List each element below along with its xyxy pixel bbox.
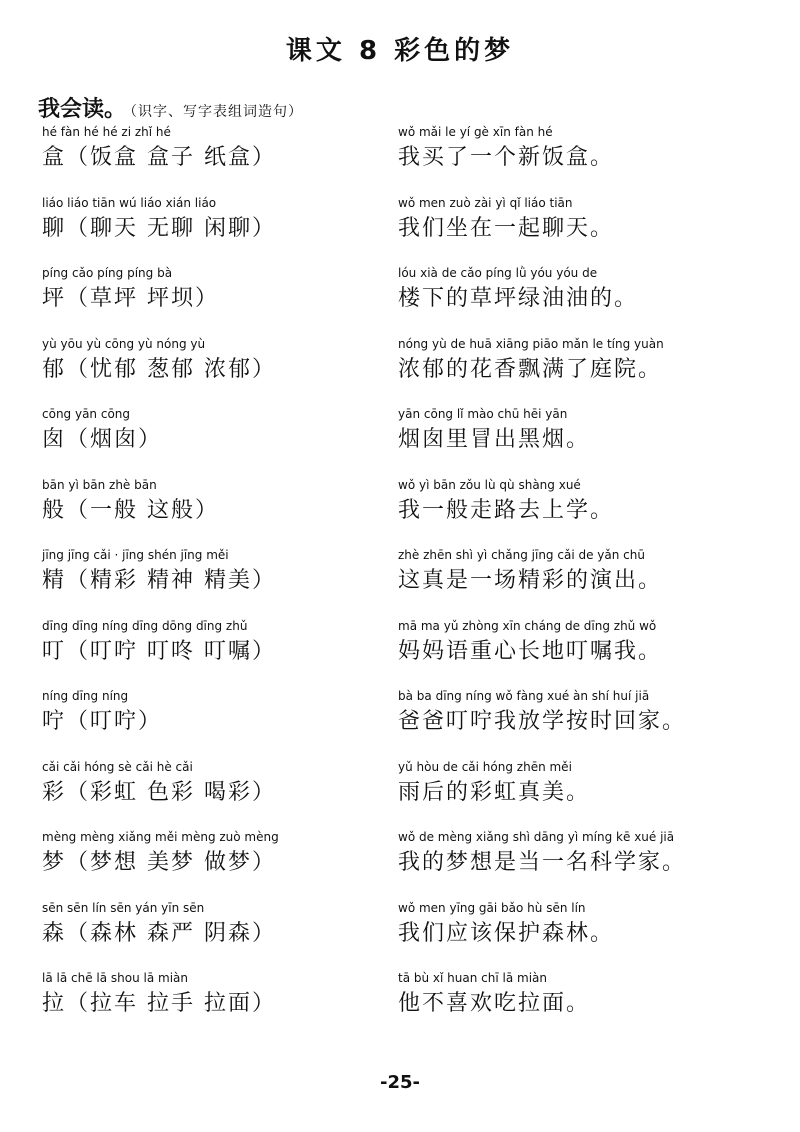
example-sentence	[398, 263, 778, 315]
example-sentence	[398, 193, 778, 245]
word-group	[42, 827, 382, 879]
word-group	[42, 475, 382, 527]
sentence-text: 浓郁的花香飘满了庭院。	[398, 356, 663, 382]
pinyin-right: tā bù xǐ huan chī lā miàn	[398, 971, 547, 985]
list-item	[0, 334, 800, 405]
character-words: 盒（饭盒 盒子 纸盒）	[42, 145, 276, 170]
sentence-text: 我的梦想是当一名科学家。	[398, 850, 687, 875]
list-item	[0, 404, 800, 475]
pinyin-left: hé fàn hé hé zi zhǐ hé	[42, 125, 171, 139]
word-group	[42, 757, 382, 809]
word-group	[42, 193, 382, 245]
section-heading-block	[38, 92, 303, 123]
pinyin-right: wǒ men zuò zài yì qǐ liáo tiān	[398, 195, 573, 210]
word-group	[42, 334, 382, 386]
example-sentence	[398, 686, 778, 738]
sentence-text: 爸爸叮咛我放学按时回家。	[398, 709, 687, 734]
pinyin-right: wǒ yì bān zǒu lù qù shàng xué	[398, 477, 581, 492]
word-group	[42, 545, 382, 597]
list-item	[0, 898, 800, 969]
pinyin-left: píng cǎo píng píng bà	[42, 266, 173, 280]
character-words: 彩（彩虹 色彩 喝彩）	[42, 779, 276, 805]
pinyin-left: bān yì bān zhè bān	[42, 477, 157, 492]
list-item	[0, 193, 800, 264]
sentence-text: 他不喜欢吃拉面。	[398, 991, 591, 1016]
page-number: -25-	[380, 1072, 420, 1093]
pinyin-left: sēn sēn lín sēn yán yīn sēn	[42, 900, 205, 915]
list-item	[0, 686, 800, 757]
character-words: 森（森林 森严 阴森）	[42, 920, 276, 946]
example-sentence	[398, 757, 778, 809]
word-group	[42, 263, 382, 315]
example-sentence	[398, 334, 778, 386]
character-words: 精（精彩 精神 精美）	[42, 568, 276, 593]
pinyin-right: bà ba dīng níng wǒ fàng xué àn shí huí jiā	[398, 689, 650, 703]
example-sentence	[398, 898, 778, 950]
character-words: 咛（叮咛）	[42, 709, 163, 734]
pinyin-right: wǒ mǎi le yí gè xīn fàn hé	[398, 125, 553, 139]
sentence-text: 我们应该保护森林。	[398, 920, 615, 946]
pinyin-left: dīng dīng níng dīng dōng dīng zhǔ	[42, 618, 248, 633]
example-sentence	[398, 616, 778, 668]
character-words: 叮（叮咛 叮咚 叮嘱）	[42, 638, 276, 664]
pinyin-left: cōng yān cōng	[42, 407, 131, 421]
list-item	[0, 545, 800, 616]
pinyin-left: lā lā chē lā shou lā miàn	[42, 971, 189, 985]
pinyin-right: wǒ de mèng xiǎng shì dāng yì míng kē xué jiā	[398, 830, 675, 844]
list-item	[0, 616, 800, 687]
sentence-text: 我们坐在一起聊天。	[398, 215, 615, 241]
pinyin-left: cǎi cǎi hóng sè cǎi hè cǎi	[42, 759, 193, 774]
list-item	[0, 757, 800, 828]
character-words: 般（一般 这般）	[42, 497, 219, 523]
character-words: 拉（拉车 拉手 拉面）	[42, 991, 276, 1016]
section-heading: 我会读。	[38, 97, 127, 122]
sentence-text: 雨后的彩虹真美。	[398, 779, 591, 805]
pinyin-right: nóng yù de huā xiāng piāo mǎn le tíng yuàn	[398, 336, 664, 351]
list-item	[0, 263, 800, 334]
list-item	[0, 968, 800, 1039]
character-words: 聊（聊天 无聊 闲聊）	[42, 215, 276, 241]
word-group	[42, 616, 382, 668]
pinyin-left: liáo liáo tiān wú liáo xián liáo	[42, 195, 217, 210]
word-group	[42, 898, 382, 950]
word-group	[42, 968, 382, 1020]
sentence-text: 烟囱里冒出黑烟。	[398, 427, 591, 452]
list-item	[0, 475, 800, 546]
list-item	[0, 122, 800, 193]
pinyin-left: mèng mèng xiǎng měi mèng zuò mèng	[42, 830, 279, 844]
character-words: 郁（忧郁 葱郁 浓郁）	[42, 356, 276, 382]
word-group	[42, 686, 382, 738]
word-group	[42, 404, 382, 456]
sentence-text: 这真是一场精彩的演出。	[398, 568, 663, 593]
example-sentence	[398, 545, 778, 597]
pinyin-right: yǔ hòu de cǎi hóng zhēn měi	[398, 759, 572, 774]
page-title: 课文 8 彩色的梦	[285, 36, 515, 66]
list-item	[0, 827, 800, 898]
example-sentence	[398, 827, 778, 879]
sentence-text: 楼下的草坪绿油油的。	[398, 286, 639, 311]
sentence-text: 妈妈语重心长地叮嘱我。	[398, 638, 663, 664]
example-sentence	[398, 968, 778, 1020]
pinyin-right: mā ma yǔ zhòng xīn cháng de dīng zhǔ wǒ	[398, 618, 657, 633]
character-words: 囱（烟囱）	[42, 427, 163, 452]
pinyin-right: zhè zhēn shì yì chǎng jīng cǎi de yǎn chū	[398, 548, 645, 562]
vocabulary-list	[0, 122, 800, 1039]
pinyin-right: yān cōng lǐ mào chū hēi yān	[398, 407, 568, 421]
sentence-text: 我一般走路去上学。	[398, 497, 615, 523]
sentence-text: 我买了一个新饭盒。	[398, 145, 615, 170]
pinyin-right: wǒ men yīng gāi bǎo hù sēn lín	[398, 900, 586, 915]
pinyin-left: yù yōu yù cōng yù nóng yù	[42, 336, 206, 351]
word-group	[42, 122, 382, 174]
section-subheading: （识字、写字表组词造句）	[130, 104, 304, 120]
character-words: 坪（草坪 坪坝）	[42, 286, 219, 311]
example-sentence	[398, 122, 778, 174]
pinyin-right: lóu xià de cǎo píng lǜ yóu yóu de	[398, 266, 598, 280]
example-sentence	[398, 404, 778, 456]
pinyin-left: jīng jīng cǎi · jīng shén jīng měi	[42, 548, 229, 562]
pinyin-left: níng dīng níng	[42, 689, 129, 703]
example-sentence	[398, 475, 778, 527]
character-words: 梦（梦想 美梦 做梦）	[42, 850, 276, 875]
